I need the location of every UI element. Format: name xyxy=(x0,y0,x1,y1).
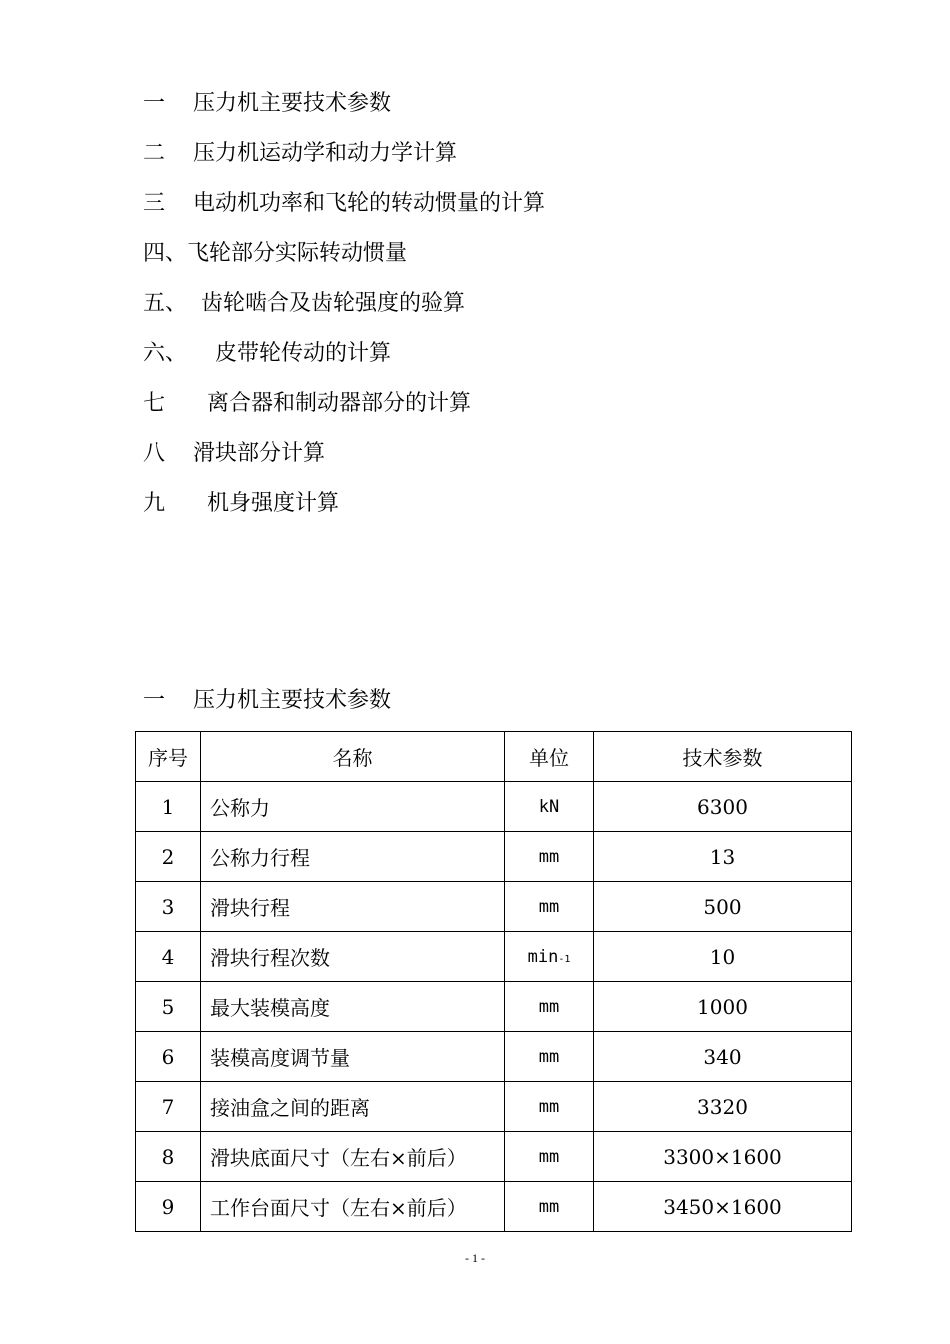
column-header-number: 序号 xyxy=(136,732,201,782)
parameter-value: 3320 xyxy=(594,1082,852,1132)
column-header-value: 技术参数 xyxy=(594,732,852,782)
table-row xyxy=(136,932,852,982)
parameter-name: 滑块行程 xyxy=(201,882,505,932)
parameter-unit xyxy=(505,932,594,982)
parameter-name: 公称力 xyxy=(201,782,505,832)
row-number: 4 xyxy=(136,932,201,982)
row-number: 8 xyxy=(136,1132,201,1182)
table-of-contents xyxy=(143,88,545,538)
parameter-name: 装模高度调节量 xyxy=(201,1032,505,1082)
parameter-name: 最大装模高度 xyxy=(201,982,505,1032)
unit-exponent: -1 xyxy=(558,953,571,965)
page-number: - 1 - xyxy=(465,1251,485,1265)
toc-item: 九 机身强度计算 xyxy=(143,491,339,516)
row-number: 2 xyxy=(136,832,201,882)
parameter-value: 13 xyxy=(594,832,852,882)
parameter-unit: mm xyxy=(505,1132,594,1182)
unit-base: min xyxy=(527,946,559,967)
table-row xyxy=(136,882,852,932)
toc-item: 八 滑块部分计算 xyxy=(143,441,325,466)
toc-item: 一 压力机主要技术参数 xyxy=(143,91,391,116)
parameter-value: 3450×1600 xyxy=(594,1182,852,1232)
parameter-value: 6300 xyxy=(594,782,852,832)
parameter-value: 340 xyxy=(594,1032,852,1082)
parameter-unit: mm xyxy=(505,982,594,1032)
parameter-unit: kN xyxy=(505,782,594,832)
row-number: 3 xyxy=(136,882,201,932)
toc-item: 二 压力机运动学和动力学计算 xyxy=(143,141,457,166)
parameter-value: 3300×1600 xyxy=(594,1132,852,1182)
table-row xyxy=(136,832,852,882)
table-row xyxy=(136,1082,852,1132)
column-header-name: 名称 xyxy=(201,732,505,782)
parameter-name: 滑块底面尺寸（左右×前后） xyxy=(201,1132,505,1182)
section-heading: 一 压力机主要技术参数 xyxy=(143,688,391,713)
row-number: 6 xyxy=(136,1032,201,1082)
parameter-unit: mm xyxy=(505,1082,594,1132)
parameter-value: 10 xyxy=(594,932,852,982)
row-number: 1 xyxy=(136,782,201,832)
column-header-unit: 单位 xyxy=(505,732,594,782)
table-row xyxy=(136,1132,852,1182)
row-number: 9 xyxy=(136,1182,201,1232)
parameter-unit: mm xyxy=(505,1032,594,1082)
parameter-name: 滑块行程次数 xyxy=(201,932,505,982)
table-row xyxy=(136,982,852,1032)
table-row xyxy=(136,1182,852,1232)
parameter-name: 工作台面尺寸（左右×前后） xyxy=(201,1182,505,1232)
table-row xyxy=(136,1032,852,1082)
toc-item: 五、 齿轮啮合及齿轮强度的验算 xyxy=(143,291,465,316)
toc-item: 六、 皮带轮传动的计算 xyxy=(143,341,391,366)
toc-item: 四、飞轮部分实际转动惯量 xyxy=(143,241,408,266)
table-row xyxy=(136,782,852,832)
parameter-unit: mm xyxy=(505,1182,594,1232)
toc-item: 七 离合器和制动器部分的计算 xyxy=(143,391,471,416)
row-number: 7 xyxy=(136,1082,201,1132)
parameter-name: 接油盒之间的距离 xyxy=(201,1082,505,1132)
toc-item: 三 电动机功率和飞轮的转动惯量的计算 xyxy=(143,191,545,216)
technical-parameters-table xyxy=(135,731,852,1232)
table-header-row xyxy=(136,732,852,782)
parameter-unit: mm xyxy=(505,832,594,882)
parameter-unit: mm xyxy=(505,882,594,932)
parameter-value: 500 xyxy=(594,882,852,932)
parameter-name: 公称力行程 xyxy=(201,832,505,882)
row-number: 5 xyxy=(136,982,201,1032)
parameter-value: 1000 xyxy=(594,982,852,1032)
